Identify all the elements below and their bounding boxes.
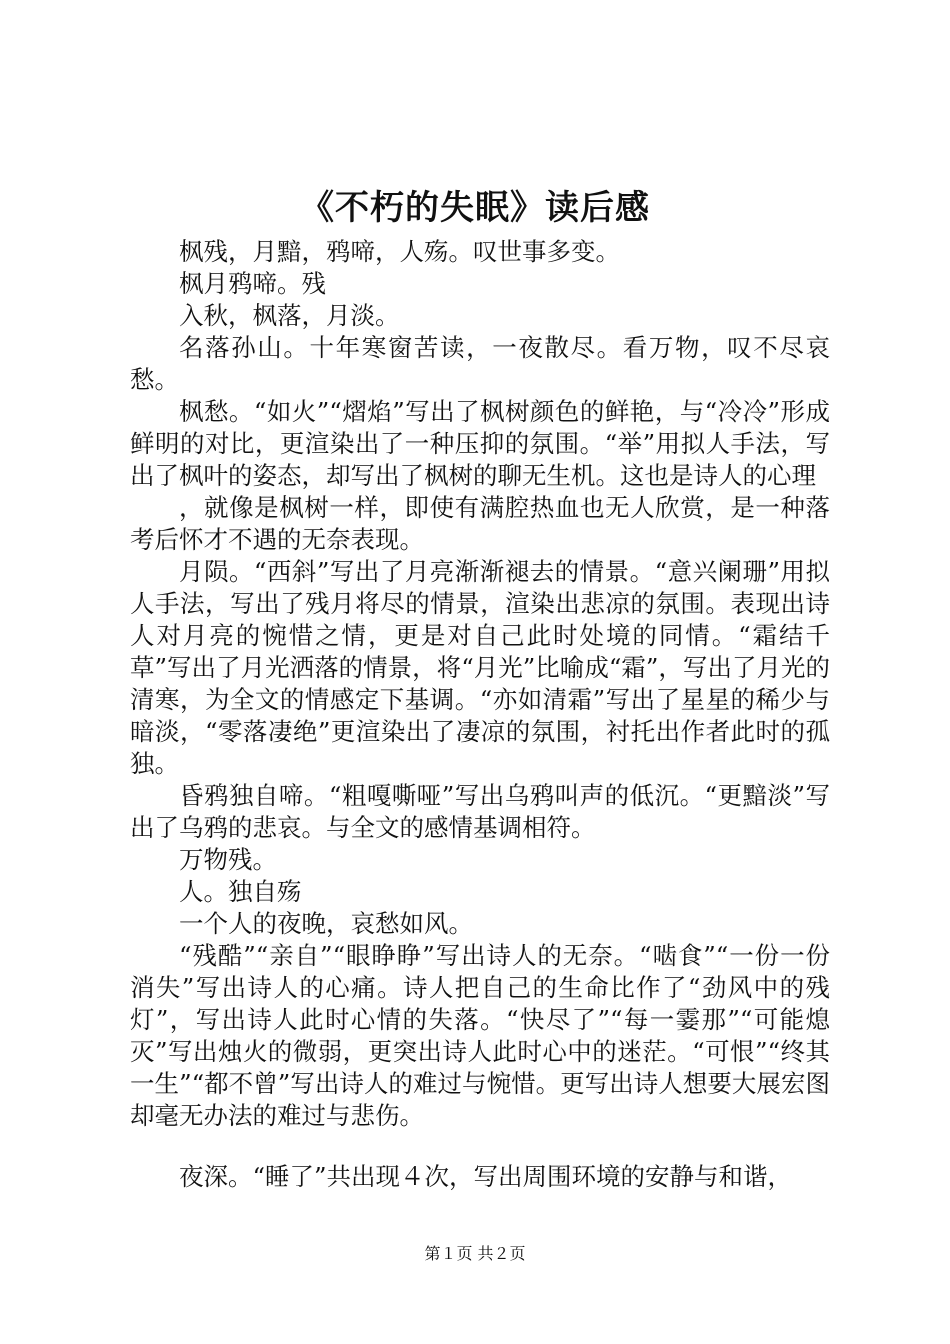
paragraph: ，就像是枫树一样，即使有满腔热血也无人欣赏，是一种落考后怀才不遇的无奈表现。	[130, 493, 830, 554]
paragraph: “残酷”“亲自”“眼睁睁”写出诗人的无奈。“啮食”“一份一份消失”写出诗人的心痛。诗人把自己的生命比作了“劲风中的残灯”，写出诗人此时心情的失落。“快尽了”“每一霎那”“可能熄灭”写出烛火的微弱，更突出诗人此时心中的迷茫。“可恨”“终其一生”“都不曾”写出诗人的难过与惋惜。更写出诗人想要大展宏图却毫无办法的难过与悲伤。	[130, 941, 830, 1130]
paragraph: 枫愁。“如火”“熠焰”写出了枫树颜色的鲜艳，与“冷冷”形成鲜明的对比，更渲染出了一种压抑的氛围。“举”用拟人手法，写出了枫叶的姿态，却写出了枫树的聊无生机。这也是诗人的心理	[130, 397, 830, 490]
document-title: 《不朽的失眠》读后感	[300, 188, 650, 228]
paragraph: 万物残。	[179, 845, 277, 874]
page-footer: 第１页 共２页	[424, 1244, 526, 1263]
paragraph: 一个人的夜晚，哀愁如风。	[179, 909, 473, 938]
paragraph: 入秋，枫落，月淡。	[179, 301, 400, 330]
paragraph: 月陨。“西斜”写出了月亮渐渐褪去的情景。“意兴阑珊”用拟人手法，写出了残月将尽的情景，渲染出悲凉的氛围。表现出诗人对月亮的惋惜之情，更是对自己此时处境的同情。“霜结千草”写出了月光洒落的情景，将“月光”比喻成“霜”，写出了月光的清寒，为全文的情感定下基调。“亦如清霜”写出了星星的稀少与暗淡，“零落凄绝”更渲染出了凄凉的氛围，衬托出作者此时的孤独。	[130, 557, 830, 778]
paragraph: 人。独自殇	[179, 877, 302, 906]
paragraph: 昏鸦独自啼。“粗嘎嘶哑”写出乌鸦叫声的低沉。“更黯淡”写出了乌鸦的悲哀。与全文的感情基调相符。	[130, 781, 830, 842]
paragraph: 枫残，月黯，鸦啼，人殇。叹世事多变。	[179, 237, 620, 266]
paragraph: 夜深。“睡了”共出现４次，写出周围环境的安静与和谐，	[179, 1162, 793, 1191]
paragraph: 名落孙山。十年寒窗苦读，一夜散尽。看万物，叹不尽哀愁。	[130, 333, 830, 394]
paragraph: 枫月鸦啼。残	[179, 269, 326, 298]
document-body	[130, 236, 830, 1193]
